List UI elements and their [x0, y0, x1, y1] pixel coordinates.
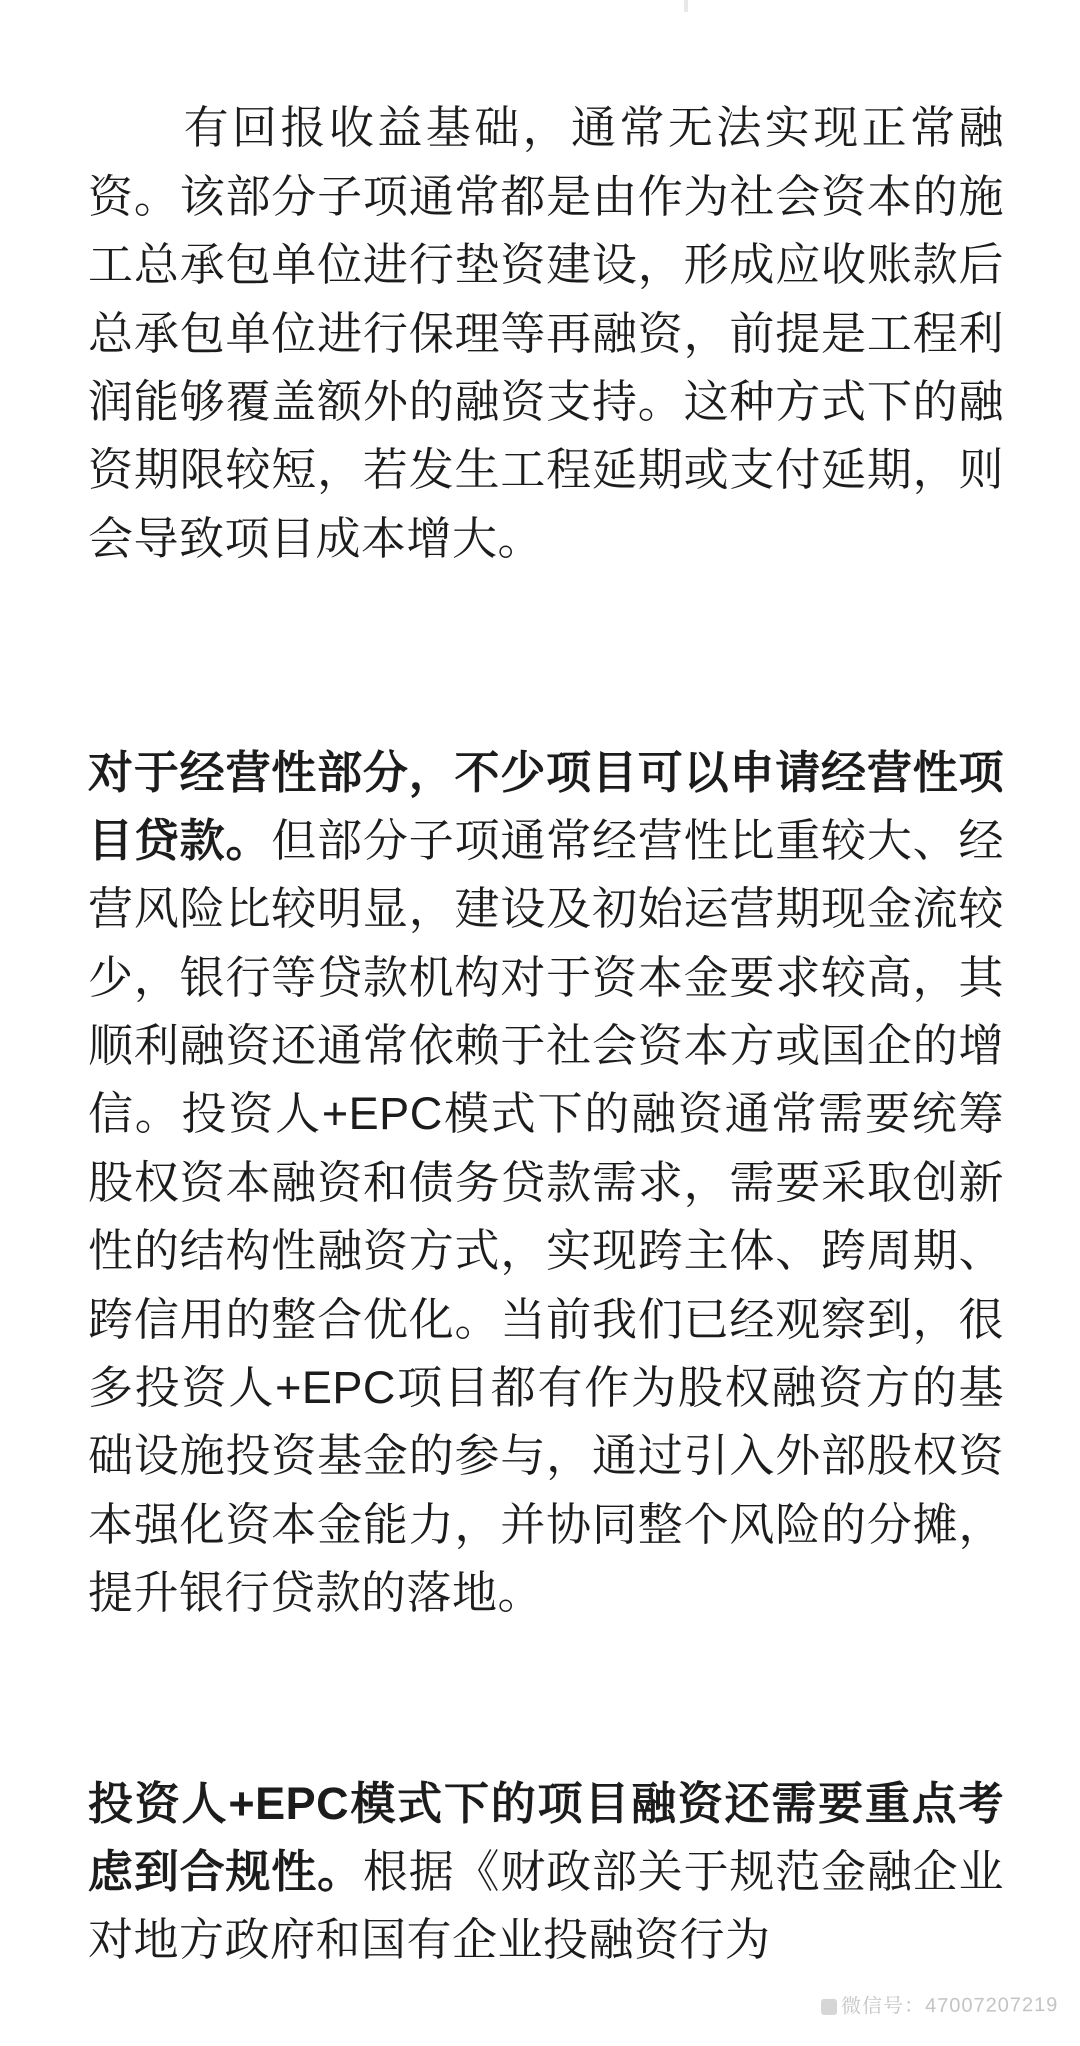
- watermark: [821, 1988, 1059, 2019]
- paragraph-2: [88, 739, 1004, 1628]
- paragraph-1-text: 有回报收益基础，通常无法实现正常融资。该部分子项通常都是由作为社会资本的施工总承包单位进行垫资建设，形成应收账款后总承包单位进行保理等再融资，前提是工程利润能够覆盖额外的融资支持。这种方式下的融资期限较短，若发生工程延期或支付延期，则会导致项目成本增大。: [88, 102, 1004, 564]
- watermark-text: 微信号：47007207219: [840, 1993, 1059, 2018]
- document-body: [88, 26, 1004, 2020]
- paragraph-2-text: 但部分子项通常经营性比重较大、经营风险比较明显，建设及初始运营期现金流较少，银行等贷款机构对于资本金要求较高，其顺利融资还通常依赖于社会资本方或国企的增信。投资人+EPC模式下的融资通常需要统筹股权资本融资和债务贷款需求，需要采取创新性的结构性融资方式，实现跨主体、跨周期、跨信用的整合优化。当前我们已经观察到，很多投资人+EPC项目都有作为股权融资方的基础设施投资基金的参与，通过引入外部股权资本强化资本金能力，并协同整个风险的分摊，提升银行贷款的落地。: [88, 814, 1004, 1619]
- paragraph-3: [88, 1770, 1004, 1975]
- paragraph-3-lead: 投资人+EPC模式下的项目融资还需要重点考虑到合规性。: [88, 1777, 1004, 1897]
- watermark-logo-icon: [821, 1999, 837, 2015]
- paragraph-2-lead: 对于经营性部分，不少项目可以申请经营性项目贷款。: [88, 746, 1004, 866]
- paragraph-3-text: 根据《财政部关于规范金融企业对地方政府和国有企业投融资行为: [88, 1845, 1004, 1966]
- page-top-marker: [684, 0, 688, 12]
- paragraph-1: [88, 26, 1004, 642]
- paragraph-spacer-2: [88, 1673, 1004, 1725]
- paragraph-spacer-1: [88, 642, 1004, 694]
